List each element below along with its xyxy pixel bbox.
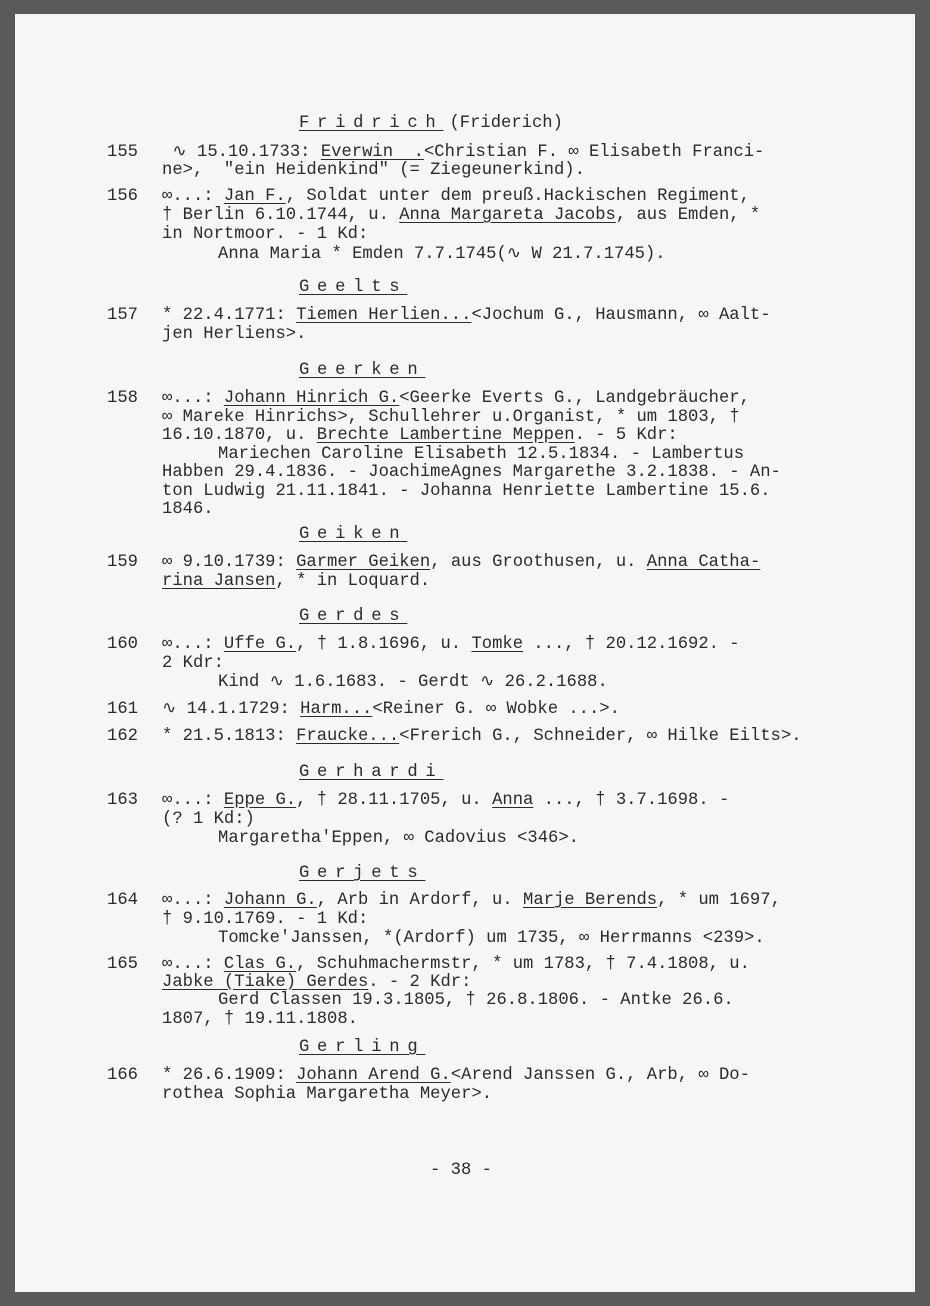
entry-line bbox=[162, 728, 802, 747]
text: <Frerich G., Schneider, ∞ Hilke Eilts>. bbox=[399, 727, 802, 746]
text: 16.10.1870, u. bbox=[162, 426, 317, 445]
heading-name: Geerken bbox=[299, 361, 426, 380]
entry-line-children: Gerd Classen 19.3.1805, † 26.8.1806. - Antke 26.6. bbox=[218, 991, 734, 1010]
person-name: Jabke (Tiake) Gerdes bbox=[162, 973, 369, 992]
person-name: Fraucke... bbox=[296, 727, 400, 746]
entry-line bbox=[162, 390, 750, 409]
entry-line bbox=[162, 144, 764, 163]
person-name: Anna Catha- bbox=[646, 553, 761, 572]
text: . - 5 Kdr: bbox=[574, 426, 678, 445]
surname-heading-fridrich bbox=[299, 115, 563, 134]
entry-number: 156 bbox=[107, 187, 138, 206]
text: * 22.4.1771: bbox=[162, 306, 297, 325]
text: ∿ 14.1.1729: bbox=[162, 700, 301, 719]
text: , † 28.11.1705, u. bbox=[296, 791, 493, 810]
heading-name: Geiken bbox=[299, 525, 408, 544]
entry-line-children: Mariechen Caroline Elisabeth 12.5.1834. - Lambertus bbox=[218, 445, 745, 464]
entry-line: 2 Kdr: bbox=[162, 654, 224, 673]
text: ∞ 9.10.1739: bbox=[162, 553, 297, 572]
entry-line: 1846. bbox=[162, 500, 214, 519]
person-name: Anna Margareta Jacobs bbox=[399, 206, 616, 225]
person-name: Tomke bbox=[471, 635, 524, 654]
entry-line: 1807, † 19.11.1808. bbox=[162, 1010, 358, 1029]
text: † Berlin 6.10.1744, u. bbox=[162, 206, 400, 225]
entry-line bbox=[162, 188, 750, 207]
text: , aus Emden, * bbox=[615, 206, 761, 225]
person-name: Marje Berends bbox=[523, 891, 658, 910]
surname-heading-gerhardi bbox=[299, 764, 443, 783]
entry-number: 165 bbox=[107, 955, 138, 974]
text: , * um 1697, bbox=[657, 891, 781, 910]
text: <Geerke Everts G., Landgebräucher, bbox=[399, 389, 750, 408]
person-name: Anna bbox=[492, 791, 534, 810]
entry-line bbox=[162, 892, 781, 911]
heading-name: Geelts bbox=[299, 278, 408, 297]
entry-line bbox=[162, 792, 729, 811]
entry-line bbox=[162, 701, 620, 720]
entry-number: 163 bbox=[107, 791, 138, 810]
person-name: Johann Hinrich G. bbox=[223, 389, 400, 408]
person-name: Jan F. bbox=[223, 187, 286, 206]
text: . - 2 Kdr: bbox=[368, 973, 472, 992]
entry-line bbox=[162, 554, 760, 573]
entry-number: 158 bbox=[107, 389, 138, 408]
text: ∞...: bbox=[162, 791, 224, 810]
surname-heading-gerdes bbox=[299, 608, 407, 627]
text: , Arb in Ardorf, u. bbox=[316, 891, 524, 910]
entry-line: † 9.10.1769. - 1 Kd: bbox=[162, 910, 369, 929]
person-name: Garmer Geiken bbox=[296, 553, 431, 572]
person-name: Uffe G. bbox=[223, 635, 297, 654]
entry-line bbox=[162, 974, 471, 993]
person-name: Clas G. bbox=[223, 955, 297, 974]
text: ..., † 3.7.1698. - bbox=[533, 791, 730, 810]
entry-number: 164 bbox=[107, 891, 138, 910]
text: ∞...: bbox=[162, 635, 224, 654]
text: ..., † 20.12.1692. - bbox=[523, 635, 740, 654]
text: ∞...: bbox=[162, 187, 224, 206]
entry-line bbox=[162, 427, 678, 446]
entry-line: ton Ludwig 21.11.1841. - Johanna Henriette Lambertine 15.6. bbox=[162, 482, 771, 501]
entry-line bbox=[162, 1067, 750, 1086]
entry-line bbox=[162, 573, 430, 592]
entry-line-children: Kind ∿ 1.6.1683. - Gerdt ∿ 26.2.1688. bbox=[218, 673, 608, 692]
text: ∞...: bbox=[162, 389, 224, 408]
document-page bbox=[15, 14, 915, 1292]
person-name: Harm... bbox=[300, 700, 373, 719]
surname-heading-gerjets bbox=[299, 865, 425, 884]
heading-name: Fridrich bbox=[299, 114, 444, 133]
text: * 21.5.1813: bbox=[162, 727, 297, 746]
entry-line-children: Anna Maria * Emden 7.7.1745(∿ W 21.7.1745). bbox=[218, 245, 666, 264]
text: <Reiner G. ∞ Wobke ...>. bbox=[372, 700, 620, 719]
entry-number: 162 bbox=[107, 727, 138, 746]
text: * 26.6.1909: bbox=[162, 1066, 297, 1085]
entry-number: 159 bbox=[107, 553, 138, 572]
entry-line-children: Margaretha'Eppen, ∞ Cadovius <346>. bbox=[218, 829, 579, 848]
entry-number: 155 bbox=[107, 143, 138, 162]
entry-number: 166 bbox=[107, 1066, 138, 1085]
heading-alt-name: (Friderich) bbox=[449, 114, 563, 133]
entry-number: 161 bbox=[107, 700, 138, 719]
heading-name: Gerdes bbox=[299, 607, 408, 626]
surname-heading-geiken bbox=[299, 526, 407, 545]
entry-number: 157 bbox=[107, 306, 138, 325]
person-name: Johann Arend G. bbox=[296, 1066, 451, 1085]
surname-heading-geerken bbox=[299, 362, 425, 381]
page-number: - 38 - bbox=[430, 1161, 492, 1180]
text: ∞...: bbox=[162, 955, 224, 974]
text: , Soldat unter dem preuß.Hackischen Regiment, bbox=[285, 187, 750, 206]
person-name: Eppe G. bbox=[223, 791, 297, 810]
entry-line-children: Tomcke'Janssen, *(Ardorf) um 1735, ∞ Herrmanns <239>. bbox=[218, 929, 765, 948]
text: , Schuhmachermstr, * um 1783, † 7.4.1808, u. bbox=[296, 955, 750, 974]
entry-line: Habben 29.4.1836. - JoachimeAgnes Margarethe 3.2.1838. - An- bbox=[162, 463, 781, 482]
text: <Arend Janssen G., Arb, ∞ Do- bbox=[450, 1066, 750, 1085]
heading-name: Gerjets bbox=[299, 864, 426, 883]
text: <Jochum G., Hausmann, ∞ Aalt- bbox=[471, 306, 771, 325]
person-name: Everwin . bbox=[320, 143, 424, 162]
entry-line bbox=[162, 307, 771, 326]
entry-line: jen Herliens>. bbox=[162, 325, 307, 344]
text: , † 1.8.1696, u. bbox=[296, 635, 472, 654]
entry-line bbox=[162, 207, 760, 226]
entry-number: 160 bbox=[107, 635, 138, 654]
heading-name: Gerling bbox=[299, 1038, 426, 1057]
entry-line: (? 1 Kd:) bbox=[162, 810, 255, 829]
entry-line: in Nortmoor. - 1 Kd: bbox=[162, 225, 369, 244]
person-name: Johann G. bbox=[223, 891, 317, 910]
page-content bbox=[15, 14, 915, 1292]
person-name: Tiemen Herlien... bbox=[296, 306, 472, 325]
entry-line: ∞ Mareke Hinrichs>, Schullehrer u.Organist, * um 1803, † bbox=[162, 408, 740, 427]
entry-line: rothea Sophia Margaretha Meyer>. bbox=[162, 1085, 493, 1104]
surname-heading-geelts bbox=[299, 279, 407, 298]
surname-heading-gerling bbox=[299, 1039, 425, 1058]
entry-line bbox=[162, 956, 750, 975]
text: ∿ 15.10.1733: bbox=[162, 143, 321, 162]
heading-name: Gerhardi bbox=[299, 763, 444, 782]
text: <Christian F. ∞ Elisabeth Franci- bbox=[423, 143, 765, 162]
text: , * in Loquard. bbox=[275, 572, 431, 591]
text: , aus Groothusen, u. bbox=[430, 553, 647, 572]
person-name: rina Jansen bbox=[162, 572, 276, 591]
entry-line: ne>, "ein Heidenkind" (= Ziegeunerkind). bbox=[162, 161, 585, 180]
text: ∞...: bbox=[162, 891, 224, 910]
person-name: Brechte Lambertine Meppen bbox=[316, 426, 575, 445]
entry-line bbox=[162, 636, 740, 655]
